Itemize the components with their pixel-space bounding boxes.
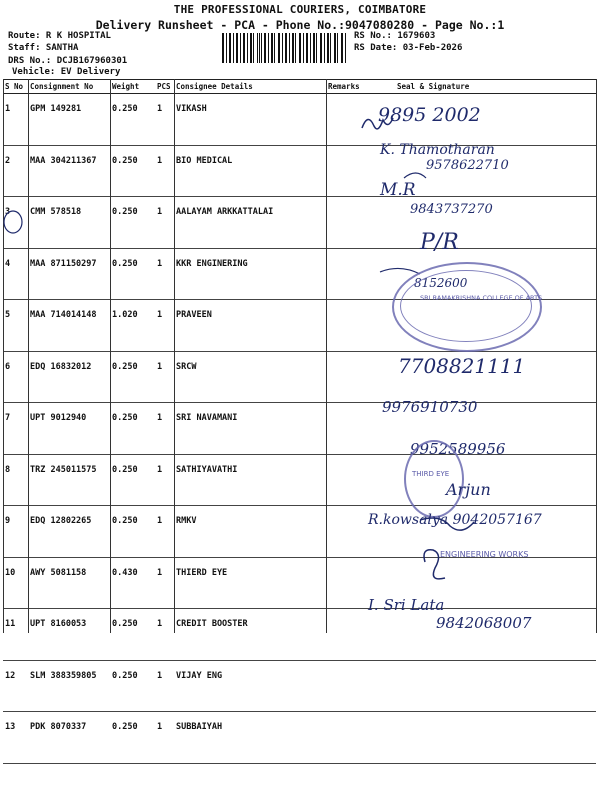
cell-sno: 7: [3, 403, 28, 455]
cell-sno: 4: [3, 248, 28, 300]
cell-consignee: SRCW: [174, 351, 326, 403]
cell-pcs: 1: [155, 145, 174, 197]
signature-2-phone: 9578622710: [426, 158, 509, 173]
cell-consignee: SATHIYAVATHI: [174, 454, 326, 506]
cell-pcs: 1: [155, 300, 174, 352]
col-pcs: PCS: [155, 80, 174, 94]
vehicle-label: Vehicle: EV Delivery: [12, 67, 121, 77]
cell-pcs: 1: [155, 197, 174, 249]
rs-number: RS No.: 1679603: [354, 31, 436, 41]
col-weight: Weight: [110, 80, 155, 94]
cell-weight: 0.250: [110, 145, 155, 197]
cell-sno: 3: [3, 197, 28, 249]
cell-pcs: 1: [155, 94, 174, 146]
cell-consignee: PRAVEEN: [174, 300, 326, 352]
staff-label: Staff: SANTHA: [8, 43, 79, 53]
cell-consignee: AALAYAM ARKKATTALAI: [174, 197, 326, 249]
cell-consignment: GPM 149281: [28, 94, 110, 146]
cell-consignment: CMM 578518: [28, 197, 110, 249]
cell-consignment: MAA 304211367: [28, 145, 110, 197]
cell-sno: 1: [3, 94, 28, 146]
cell-weight: 0.250: [110, 609, 155, 661]
cell-sno: 9: [3, 506, 28, 558]
signature-1: 9895 2002: [378, 104, 481, 126]
cell-sno: 10: [3, 557, 28, 609]
cell-consignment: PDK 8070337: [28, 712, 110, 764]
college-stamp-inner: [400, 270, 532, 342]
cell-weight: 0.250: [110, 454, 155, 506]
col-remarks: Remarks: [326, 80, 377, 94]
cell-sno: 13: [3, 712, 28, 764]
signature-3-phone: 9843737270: [410, 202, 493, 217]
signature-8: 9976910730: [382, 398, 478, 416]
cell-consignment: EDQ 12802265: [28, 506, 110, 558]
cell-consignee: THIERD EYE: [174, 557, 326, 609]
col-signature: Seal & Signature: [377, 80, 596, 94]
signature-7: 7708821111: [398, 354, 526, 378]
cell-weight: 1.020: [110, 300, 155, 352]
cell-weight: 0.250: [110, 660, 155, 712]
signature-2-name: K. Thamotharan: [380, 142, 495, 158]
signature-13-name: I. Sri Lata: [368, 596, 445, 614]
cell-consignment: UPT 9012940: [28, 403, 110, 455]
cell-weight: 0.250: [110, 94, 155, 146]
college-stamp-text: SRI RAMAKRISHNA COLLEGE OF ARTS: [420, 294, 543, 302]
cell-pcs: 1: [155, 712, 174, 764]
cell-consignee: RMKV: [174, 506, 326, 558]
cell-sno: 6: [3, 351, 28, 403]
cell-pcs: 1: [155, 248, 174, 300]
cell-weight: 0.250: [110, 248, 155, 300]
signature-4: P/R: [420, 230, 459, 255]
signature-5: 8152600: [414, 276, 468, 290]
cell-consignee: BIO MEDICAL: [174, 145, 326, 197]
cell-consignment: MAA 871150297: [28, 248, 110, 300]
col-consignee: Consignee Details: [174, 80, 326, 94]
signature-10: Arjun: [446, 480, 491, 499]
cell-consignee: SRI NAVAMANI: [174, 403, 326, 455]
cell-pcs: 1: [155, 403, 174, 455]
route-label: Route: R K HOSPITAL: [8, 31, 111, 41]
runsheet-subtitle: Delivery Runsheet - PCA - Phone No.:9047080280 - Page No.:1: [95, 18, 505, 32]
cell-sno: 2: [3, 145, 28, 197]
drs-number: DRS No.: DCJB167960301: [8, 56, 128, 66]
cell-pcs: 1: [155, 557, 174, 609]
cell-weight: 0.250: [110, 351, 155, 403]
cell-consignment: EDQ 16832012: [28, 351, 110, 403]
cell-sno: 5: [3, 300, 28, 352]
cell-weight: 0.250: [110, 403, 155, 455]
cell-weight: 0.250: [110, 506, 155, 558]
cell-weight: 0.250: [110, 197, 155, 249]
cell-consignee: CREDIT BOOSTER: [174, 609, 326, 661]
cell-consignment: MAA 714014148: [28, 300, 110, 352]
cell-weight: 0.430: [110, 557, 155, 609]
third-eye-stamp: [404, 440, 464, 518]
cell-consignee: SUBBAIYAH: [174, 712, 326, 764]
cell-pcs: 1: [155, 609, 174, 661]
cell-consignment: SLM 388359805: [28, 660, 110, 712]
cell-sno: 12: [3, 660, 28, 712]
signature-3-name: M.R: [380, 180, 416, 200]
cell-consignee: VIJAY ENG: [174, 660, 326, 712]
cell-consignee: KKR ENGINERING: [174, 248, 326, 300]
col-sno: S No: [3, 80, 28, 94]
cell-consignment: AWY 5081158: [28, 557, 110, 609]
col-consignment: Consignment No: [28, 80, 110, 94]
cell-consignee: VIKASH: [174, 94, 326, 146]
cell-consignment: UPT 8160053: [28, 609, 110, 661]
cell-pcs: 1: [155, 454, 174, 506]
company-title: THE PROFESSIONAL COURIERS, COIMBATORE: [173, 3, 427, 16]
signature-9: 9952589956: [410, 440, 506, 458]
cell-pcs: 1: [155, 660, 174, 712]
cell-pcs: 1: [155, 351, 174, 403]
cell-weight: 0.250: [110, 712, 155, 764]
cell-pcs: 1: [155, 506, 174, 558]
rs-date: RS Date: 03-Feb-2026: [354, 43, 463, 53]
third-eye-stamp-text: THIRD EYE: [412, 470, 450, 478]
cell-sno: 11: [3, 609, 28, 661]
engineering-stamp-text: ENGINEERING WORKS: [440, 550, 529, 559]
signature-13-phone: 9842068007: [436, 614, 532, 632]
signature-11: R.kowsalya 9042057167: [368, 512, 542, 528]
cell-sno: 8: [3, 454, 28, 506]
cell-consignment: TRZ 245011575: [28, 454, 110, 506]
